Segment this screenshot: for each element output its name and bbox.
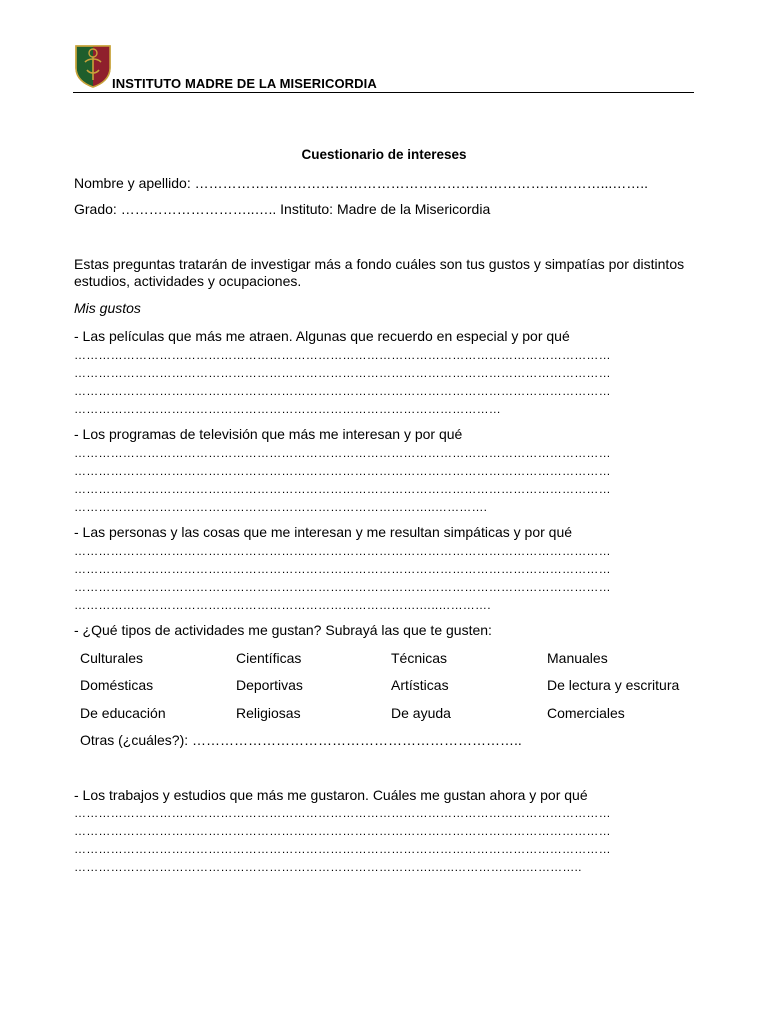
answer-line: …………………………………………………………………………………………………………………… bbox=[74, 446, 611, 460]
activity-option: Culturales bbox=[80, 650, 144, 666]
answer-line: …………………………………………………………………………………………………………………… bbox=[74, 544, 611, 558]
answer-line: ……………………………………………………………………………..…..……………...………….. bbox=[74, 860, 582, 874]
answer-line: …………………………………………………………………………………………………………………… bbox=[74, 366, 611, 380]
document-title: Cuestionario de intereses bbox=[301, 147, 467, 162]
header-divider bbox=[73, 92, 694, 93]
answer-line: …………………………………………………………………………………………………………………… bbox=[74, 824, 611, 838]
activity-option: Domésticas bbox=[80, 677, 154, 693]
question-people-things: - Las personas y las cosas que me interesan y me resultan simpáticas y por qué bbox=[74, 524, 573, 540]
answer-line: …………………………………………………………………………………………………………………… bbox=[74, 464, 611, 478]
question-tv-programs: - Los programas de televisión que más me interesan y por qué bbox=[74, 426, 463, 442]
answer-line: ……………………………………………………………………………..…………. bbox=[74, 500, 488, 514]
activity-option: Comerciales bbox=[547, 705, 625, 721]
institution-logo bbox=[74, 44, 112, 88]
section-heading: Mis gustos bbox=[74, 300, 141, 316]
grade-institution-line: Grado: ………………………..….. Instituto: Madre de la Misericordia bbox=[74, 201, 491, 217]
intro-text-line-2: estudios, actividades y ocupaciones. bbox=[74, 273, 302, 289]
activity-option: De ayuda bbox=[391, 705, 451, 721]
other-activities-line: Otras (¿cuáles?): …………………………………………………………….. bbox=[80, 732, 522, 748]
activity-option: Manuales bbox=[547, 650, 608, 666]
question-movies: - Las películas que más me atraen. Algunas que recuerdo en especial y por qué bbox=[74, 328, 570, 344]
answer-line: …………………………………………………………………………………………………………………… bbox=[74, 806, 611, 820]
intro-text-line-1: Estas preguntas tratarán de investigar más a fondo cuáles son tus gustos y simpatías por distintos bbox=[74, 256, 685, 272]
question-activities: - ¿Qué tipos de actividades me gustan? Subrayá las que te gusten: bbox=[74, 622, 492, 638]
answer-line: …………………………………………………………………………………………………………………… bbox=[74, 562, 611, 576]
question-jobs-studies: - Los trabajos y estudios que más me gustaron. Cuáles me gustan ahora y por qué bbox=[74, 787, 588, 803]
activity-option: Deportivas bbox=[236, 677, 303, 693]
activity-option: Artísticas bbox=[391, 677, 449, 693]
answer-line: ………………………………………………………………………….…..…………. bbox=[74, 598, 491, 612]
answer-line: …………………………………………………………………………………………………………………… bbox=[74, 580, 611, 594]
answer-line: …………………………………………………………………………………………………………………… bbox=[74, 482, 611, 496]
answer-line: …………………………………………………………………………………………………………………… bbox=[74, 384, 611, 398]
activity-option: De educación bbox=[80, 705, 166, 721]
answer-line: …………………………………………………………………………………………………………………… bbox=[74, 348, 611, 362]
activity-option: Técnicas bbox=[391, 650, 448, 666]
activity-option: Científicas bbox=[236, 650, 302, 666]
name-field-line: Nombre y apellido: ……………………………………………………………………………...…….. bbox=[74, 175, 649, 191]
activity-option: De lectura y escritura bbox=[547, 677, 680, 693]
activity-option: Religiosas bbox=[236, 705, 301, 721]
answer-line: …………………………………………………………………………………………………………………… bbox=[74, 842, 611, 856]
answer-line: …………………………………………………………………………………………… bbox=[74, 402, 501, 416]
institution-name: INSTITUTO MADRE DE LA MISERICORDIA bbox=[112, 76, 377, 91]
